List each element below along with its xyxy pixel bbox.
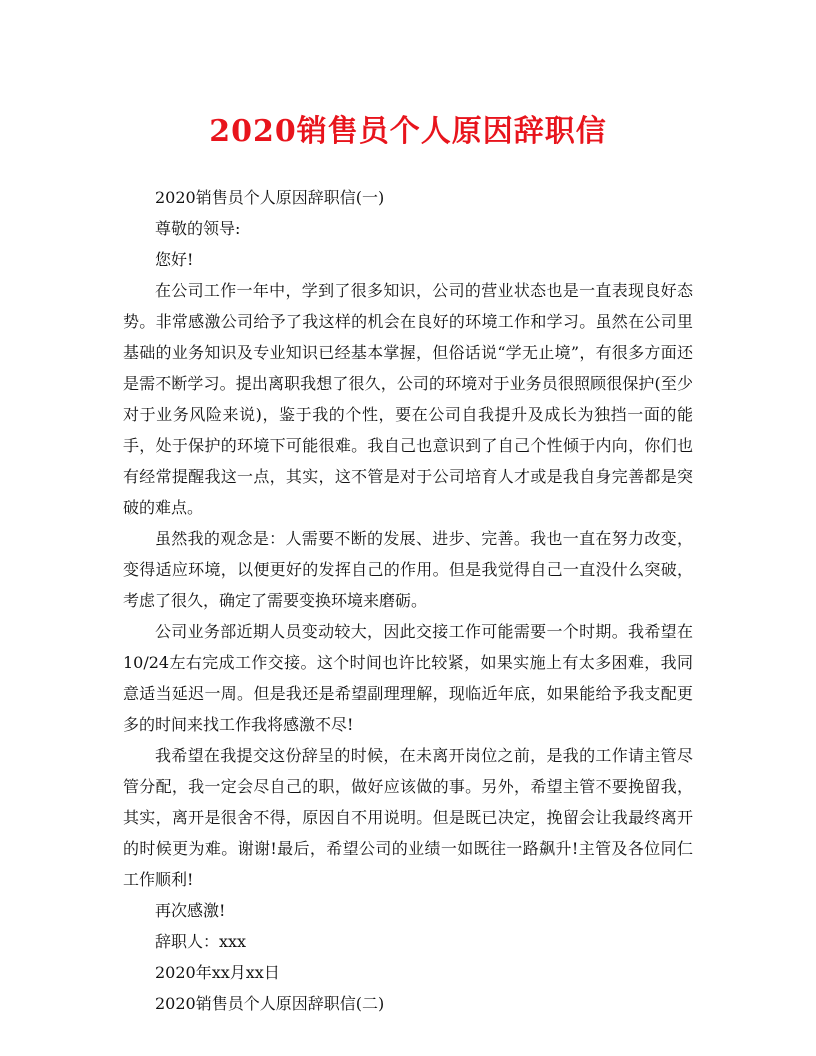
document-title: 2020销售员个人原因辞职信: [209, 114, 607, 149]
letter-subtitle-2: 2020销售员个人原因辞职信(二): [155, 994, 385, 1013]
greeting: 您好!: [155, 250, 194, 269]
letter-body: [123, 182, 693, 1019]
salutation: 尊敬的领导:: [155, 219, 241, 238]
letter-subtitle-1: 2020销售员个人原因辞职信(一): [155, 188, 385, 207]
signer-line: 辞职人：xxx: [155, 932, 247, 951]
paragraph-4: 我希望在我提交这份辞呈的时候，在未离开岗位之前，是我的工作请主管尽管分配，我一定会尽自己的职，做好应该做的事。另外，希望主管不要挽留我，其实，离开是很舍不得，原因自不用说明。但是既已决定，挽留会让我最终离开的时候更为难。谢谢!最后，希望公司的业绩一如既往一路飙升!主管及各位同仁工作顺利!: [123, 746, 693, 889]
paragraph-1: 在公司工作一年中，学到了很多知识，公司的营业状态也是一直表现良好态势。非常感激公司给予了我这样的机会在良好的环境工作和学习。虽然在公司里基础的业务知识及专业知识已经基本掌握，但俗话说“学无止境”，有很多方面还是需不断学习。提出离职我想了很久，公司的环境对于业务员很照顾很保护(至少对于业务风险来说)，鉴于我的个性，要在公司自我提升及成长为独挡一面的能手，处于保护的环境下可能很难。我自己也意识到了自己个性倾于内向，你们也有经常提醒我这一点，其实，这不管是对于公司培育人才或是我自身完善都是突破的难点。: [123, 281, 693, 517]
closing-line: 再次感激!: [155, 901, 226, 920]
date-line: 2020年xx月xx日: [155, 963, 280, 982]
paragraph-3: 公司业务部近期人员变动较大，因此交接工作可能需要一个时期。我希望在10/24左右完成工作交接。这个时间也许比较紧，如果实施上有太多困难，我同意适当延迟一周。但是我还是希望副理理解，现临近年底，如果能给予我支配更多的时间来找工作我将感激不尽!: [123, 622, 693, 734]
paragraph-2: 虽然我的观念是：人需要不断的发展、进步、完善。我也一直在努力改变，变得适应环境，以便更好的发挥自己的作用。但是我觉得自己一直没什么突破，考虑了很久，确定了需要变换环境来磨砺。: [123, 529, 693, 610]
